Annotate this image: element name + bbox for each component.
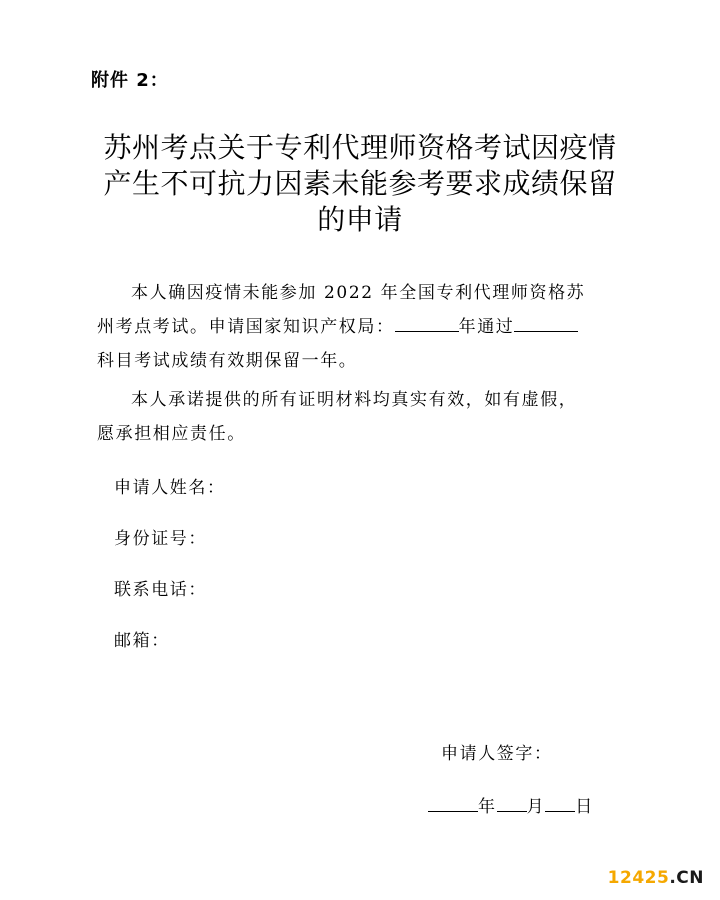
attachment-label: 附件 2：: [91, 70, 169, 91]
paragraph-1-line-2: [97, 310, 578, 344]
phone-number-label: 联系电话：: [114, 580, 207, 600]
document-title-line-3: 的申请: [317, 203, 403, 236]
document-title-line-2: 产生不可抗力因素未能参考要求成绩保留: [103, 167, 617, 200]
paragraph-1-line-2-middle: 年通过: [458, 317, 515, 337]
date-year-unit: 年: [478, 797, 497, 817]
applicant-signature-label: 申请人签字：: [441, 744, 553, 764]
signature-date: [428, 790, 594, 824]
year-blank-line: [395, 313, 459, 332]
paragraph-2-line-2: 愿承担相应责任。: [97, 424, 246, 444]
paragraph-1-line-1: 本人确因疫情未能参加 2022 年全国专利代理师资格苏: [131, 283, 586, 303]
date-year-blank: [428, 793, 478, 812]
date-month-unit: 月: [526, 797, 546, 817]
document-title-line-1: 苏州考点关于专利代理师资格考试因疫情: [103, 131, 617, 164]
watermark-suffix: CN: [676, 868, 704, 888]
date-day-unit: 日: [575, 797, 594, 817]
paragraph-2-line-1: 本人承诺提供的所有证明材料均真实有效，如有虚假，: [131, 390, 578, 410]
applicant-name-label: 申请人姓名：: [114, 478, 226, 498]
subject-blank-line: [514, 313, 578, 332]
watermark-dot: .: [669, 868, 677, 888]
site-watermark: [608, 868, 704, 888]
paragraph-1-line-2-start: 州考点考试。申请国家知识产权局：: [97, 317, 395, 337]
watermark-number: 12425: [607, 868, 670, 888]
email-label: 邮箱：: [114, 631, 170, 651]
date-month-blank: [497, 793, 527, 812]
date-day-blank: [545, 793, 575, 812]
paragraph-1-line-3: 科目考试成绩有效期保留一年。: [97, 351, 358, 371]
id-number-label: 身份证号：: [114, 529, 207, 549]
